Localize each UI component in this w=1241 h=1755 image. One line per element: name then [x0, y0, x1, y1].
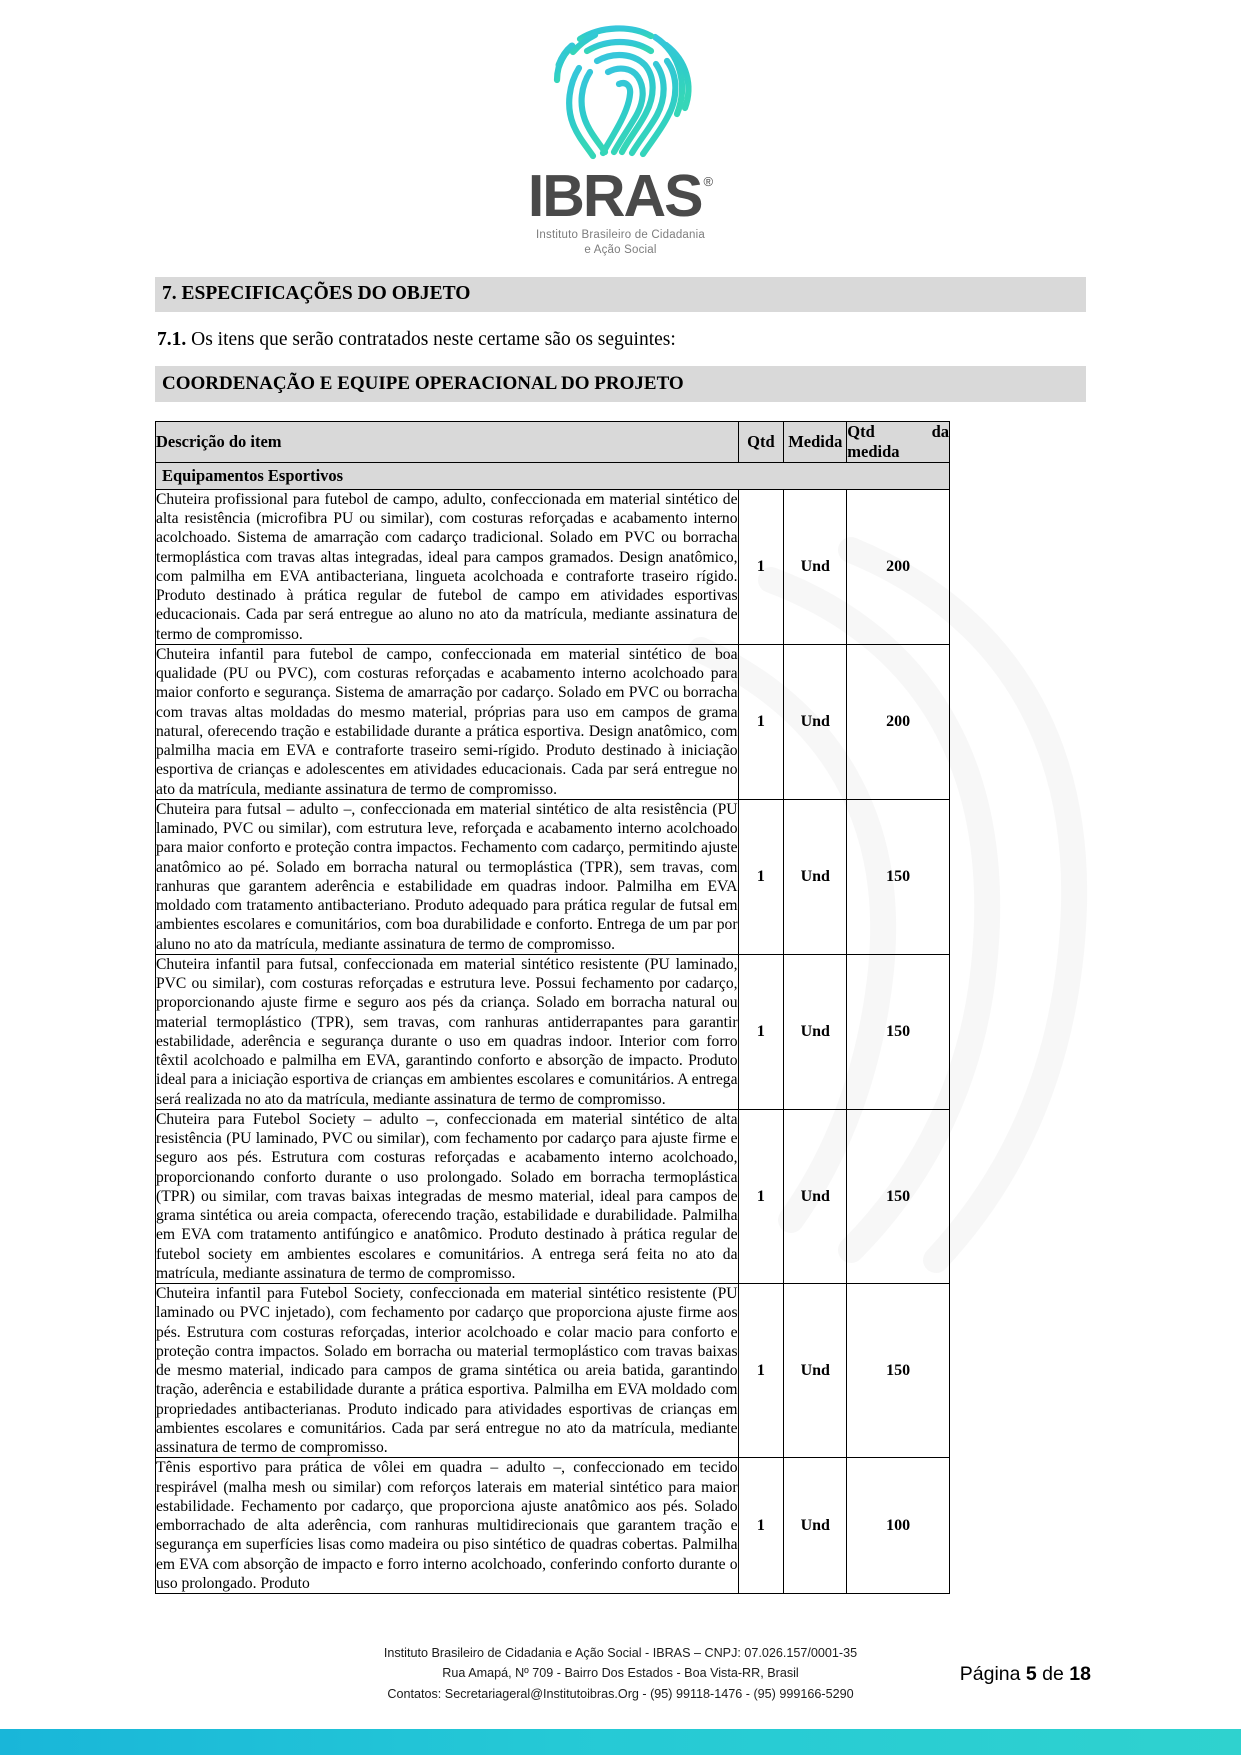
cell-medida: Und [784, 799, 847, 954]
logo-wordmark: IBRAS [527, 163, 702, 229]
cell-descricao: Chuteira para futsal – adulto –, confeccionada em material sintético de alta resistência (PU laminado, PVC ou similar), com estrutura leve, reforçada e acabamento interno acolchoado para maior conforto e proteção contra impactos. Fechamento com cadarço, permitindo ajuste anatômico ao pé. Solado em borracha natural ou termoplástica (TPR), sem travas, com ranhuras que garantem aderência e estabilidade em quadras indoor. Palmilha em EVA moldado com tratamento antibacteriano. Produto adequado para prática regular de futsal em ambientes escolares e comunitários, com boa durabilidade e conforto. Entrega de um par por aluno no ato da matrícula, mediante assinatura de termo de compromisso. [156, 800, 738, 953]
main-content [155, 257, 1086, 1594]
cell-qtd: 1 [738, 799, 784, 954]
cell-descricao: Chuteira infantil para Futebol Society, confeccionada em material sintético resistente (PU laminado ou PVC injetado), com fechamento por cadarço que proporciona ajuste firme aos pés. Estrutura com costuras reforçadas, interior acolchoado e colar macio para conforto e proteção contra impactos. Solado em borracha ou material termoplástico com travas baixas de mesmo material, indicado para campos de grama sintética ou areia batida, garantindo tração, aderência e estabilidade durante a prática esportiva. Palmilha em EVA moldado com propriedades antibacterianas. Produto indicado para atividades esportivas de crianças em ambientes escolares e comunitários. Cada par será entregue no ato da matrícula, mediante assinatura de termo de compromisso. [156, 1285, 738, 1457]
table-row [156, 1109, 950, 1283]
table-header-row [156, 421, 950, 462]
section-heading: 7. ESPECIFICAÇÕES DO OBJETO [155, 277, 1086, 311]
cell-qtd: 1 [738, 954, 784, 1109]
page-footer [0, 1643, 1241, 1755]
cell-qtd-medida: 200 [847, 489, 950, 644]
cell-qtd: 1 [738, 1284, 784, 1458]
page-total: 18 [1069, 1663, 1091, 1685]
column-header-qtd-da-medida [847, 421, 950, 462]
cell-descricao: Tênis esportivo para prática de vôlei em quadra – adulto –, confeccionado em tecido respirável (malha mesh ou similar) com reforços laterais em material sintético para maior estabilidade. Fechamento por cadarço, que proporciona ajuste anatômico aos pés. Solado emborrachado de alta aderência, com ranhuras multidirecionais que garantem tração e segurança em superfícies lisas como madeira ou piso sintético de quadras cobertas. Palmilha em EVA com absorção de impacto e forro interno acolchoado, conferindo conforto durante o uso prolongado. Produto [156, 1459, 738, 1592]
page-number [960, 1663, 1091, 1686]
section-intro-paragraph [157, 327, 1086, 352]
footer-spacer [0, 1722, 1241, 1729]
table-row [156, 799, 950, 954]
cell-qtd-medida: 150 [847, 954, 950, 1109]
table-row [156, 489, 950, 644]
page-current: 5 [1025, 1663, 1037, 1685]
cell-qtd: 1 [738, 1109, 784, 1283]
cell-medida: Und [784, 644, 847, 799]
logo-subtitle-line1: Instituto Brasileiro de Cidadania [536, 229, 705, 242]
column-header-medida: Medida [784, 421, 847, 462]
footer-institution-info [150, 1643, 1091, 1704]
footer-line-cnpj: Instituto Brasileiro de Cidadania e Ação Social - IBRAS – CNPJ: 07.026.157/0001-35 [383, 1645, 858, 1660]
cell-qtd-medida: 150 [847, 1109, 950, 1283]
table-row [156, 1284, 950, 1458]
logo-subtitle-line2: e Ação Social [584, 243, 657, 256]
cell-qtd-medida: 150 [847, 799, 950, 954]
cell-medida: Und [784, 954, 847, 1109]
column-header-qtd-part: Qtd [847, 421, 875, 441]
cell-qtd-medida: 100 [847, 1458, 950, 1594]
column-header-descricao: Descrição do item [156, 421, 739, 462]
cell-qtd: 1 [738, 489, 784, 644]
cell-medida: Und [784, 1458, 847, 1594]
cell-descricao: Chuteira para Futebol Society – adulto –, confeccionada em material sintético de alta resistência (PU laminado, PVC ou similar), com fechamento por cadarço para ajuste firme e seguro aos pés. Estrutura com costuras reforçadas e acabamento interno acolchoado, proporcionando conforto durante o uso prolongado. Solado em borracha termoplástica (TPR) ou similar, com travas baixas integradas de mesmo material, ideal para campos de grama sintética ou areia compacta, oferecendo tração, estabilidade e durabilidade. Palmilha em EVA com tratamento antifúngico e anatômico. Produto destinado à prática regular de futebol society em ambientes escolares e comunitários. A entrega será feita no ato da matrícula, mediante assinatura de termo de compromisso. [156, 1110, 738, 1282]
table-group-row [156, 462, 950, 489]
footer-line-contacts: Contatos: Secretariageral@Institutoibras.Org - (95) 99118-1476 - (95) 999166-5290 [387, 1686, 854, 1701]
cell-qtd: 1 [738, 1458, 784, 1594]
footer-inner [0, 1643, 1241, 1722]
cell-medida: Und [784, 489, 847, 644]
page-label-prefix: Página [959, 1663, 1026, 1685]
cell-qtd: 1 [738, 644, 784, 799]
footer-accent-bar [0, 1729, 1241, 1755]
column-header-medida-part: medida [847, 441, 900, 461]
table-group-label: Equipamentos Esportivos [156, 462, 950, 489]
cell-medida: Und [784, 1284, 847, 1458]
footer-line-address: Rua Amapá, Nº 709 - Bairro Dos Estados - Boa Vista-RR, Brasil [442, 1666, 799, 1681]
table-row [156, 644, 950, 799]
cell-medida: Und [784, 1109, 847, 1283]
table-header [156, 421, 950, 462]
cell-descricao: Chuteira infantil para futsal, confeccionada em material sintético resistente (PU laminado, PVC ou similar), com costuras reforçadas e estrutura leve. Possui fechamento por cadarço, proporcionando ajuste firme e seguro aos pés da criança. Solado em borracha natural ou material termoplástico (TPR), sem travas, com ranhuras antiderrapantes para garantir estabilidade, aderência e segurança durante o uso em quadras indoor. Interior com forro têxtil acolchoado e palmilha em EVA, garantindo conforto e absorção de impacto. Produto ideal para a iniciação esportiva de crianças em ambientes escolares e comunitários. A entrega será realizada no ato da matrícula, mediante assinatura de termo de compromisso. [156, 955, 738, 1108]
column-header-da-part: da [931, 421, 949, 441]
cell-qtd-medida: 150 [847, 1284, 950, 1458]
column-header-qtd-da-line [847, 422, 949, 442]
cell-qtd-medida: 200 [847, 644, 950, 799]
specifications-table [155, 421, 950, 1594]
table-title-bar: COORDENAÇÃO E EQUIPE OPERACIONAL DO PROJETO [155, 366, 1086, 402]
section-intro-text: Os itens que serão contratados neste certame são os seguintes: [191, 328, 676, 350]
table-row [156, 954, 950, 1109]
table-row [156, 1458, 950, 1594]
cell-descricao: Chuteira infantil para futebol de campo, confeccionada em material sintético de boa qualidade (PU ou PVC), com costuras reforçadas e acabamento interno acolchoado para maior conforto e segurança. Sistema de amarração por cadarço. Solado em PVC ou borracha com travas altas moldadas do mesmo material, próprias para uso em campos de grama natural, oferecendo tração e estabilidade durante a prática esportiva. Design anatômico, com palmilha macia em EVA e contraforte traseiro semi-rígido. Produto destinado à iniciação esportiva de crianças e adolescentes em atividades educacionais. Cada par será entregue no ato da matrícula, mediante assinatura de termo de compromisso. [156, 645, 738, 798]
cell-descricao: Chuteira profissional para futebol de campo, adulto, confeccionada em material sintético de alta resistência (microfibra PU ou similar), com costuras reforçadas e acabamento interno acolchoado. Sistema de amarração com cadarço tradicional. Solado em PVC ou borracha termoplástica com travas altas integradas, ideal para campos gramados. Design anatômico, com palmilha em EVA antibacteriana, lingueta acolchoada e contraforte traseiro rígido. Produto destinado à prática regular de futebol de campo em atividades esportivas educacionais. Cada par será entregue ao aluno no ato da matrícula, mediante assinatura de termo de compromisso. [156, 490, 738, 643]
header-logo [0, 0, 1241, 257]
registered-trademark-icon: ® [703, 174, 714, 189]
section-intro-number: 7.1. [157, 328, 187, 350]
table-body [156, 462, 950, 1593]
column-header-qtd: Qtd [738, 421, 784, 462]
page-label-mid: de [1036, 1663, 1070, 1685]
logo-wordmark-row [527, 163, 714, 229]
ibras-fingerprint-logo [535, 14, 707, 166]
logo-subtitle [536, 228, 705, 257]
